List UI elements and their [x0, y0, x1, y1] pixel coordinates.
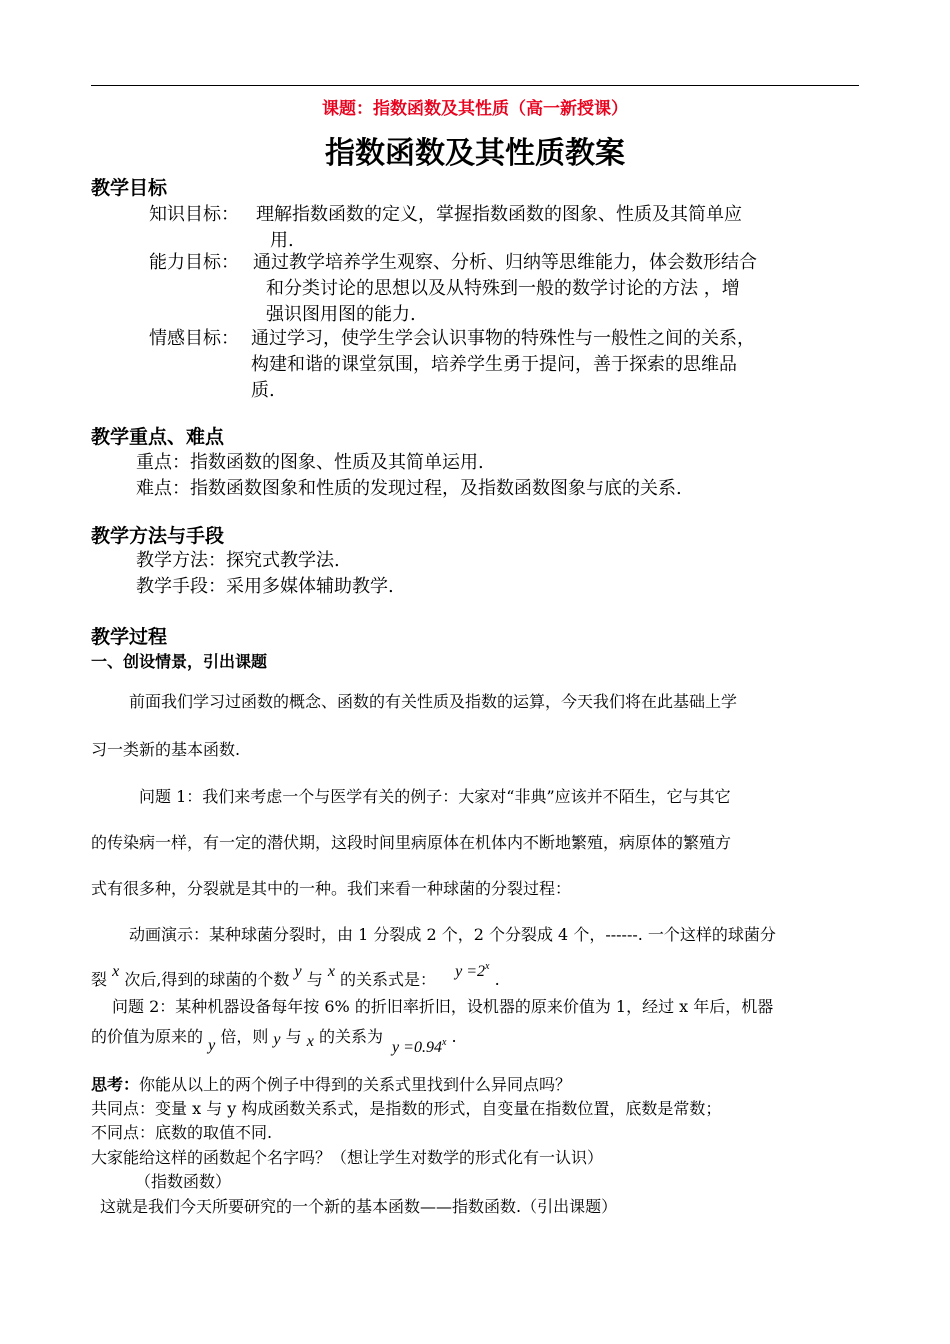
variable-y: y: [294, 963, 302, 980]
variable-y: y: [208, 1037, 216, 1054]
formula-base: y =2: [455, 963, 486, 980]
ability-text-cont: 和分类讨论的思想以及从特殊到一般的数学讨论的方法 ，增: [266, 278, 740, 299]
variable-y: y: [273, 1031, 281, 1048]
emotion-text: 通过学习，使学生学会认识事物的特殊性与一般性之间的关系，: [251, 328, 755, 349]
formula-exponent: x: [485, 961, 490, 972]
text-segment: 的关系式是：: [340, 970, 437, 989]
ability-text-cont2: 强识图用图的能力.: [266, 304, 416, 325]
formula-base: y =0.94: [392, 1039, 442, 1056]
question1-line1: 问题 1：我们来考虑一个与医学有关的例子：大家对“非典”应该并不陌生，它与其它: [139, 787, 731, 806]
think-text: 你能从以上的两个例子中得到的关系式里找到什么异同点吗？: [139, 1075, 572, 1094]
variable-x: x: [306, 1033, 314, 1050]
lesson-subject: 课题：指数函数及其性质（高一新授课）: [322, 99, 628, 119]
ability-text: 通过教学培养学生观察、分析、归纳等思维能力，体会数形结合: [253, 252, 757, 273]
text-segment: 的价值为原来的: [91, 1027, 204, 1046]
key-point: 重点：指数函数的图象、性质及其简单运用.: [136, 452, 484, 473]
text-segment: 与: [306, 970, 323, 989]
methods-heading: 教学方法与手段: [91, 525, 225, 547]
emotion-text-cont: 构建和谐的课堂氛围，培养学生勇于提问，善于探索的思维品: [251, 354, 737, 375]
question2-line2: [91, 1024, 457, 1056]
formula-y-2x: [455, 963, 489, 980]
process-heading: 教学过程: [91, 626, 168, 648]
page-title: 指数函数及其性质教案: [325, 136, 625, 171]
difficult-point: 难点：指数函数图象和性质的发现过程，及指数函数图象与底的关系.: [136, 478, 682, 499]
text-segment: .: [494, 970, 500, 989]
variable-x: x: [112, 963, 120, 980]
formula-y-094x: [392, 1039, 446, 1056]
difference-point: 不同点：底数的取值不同.: [91, 1123, 273, 1142]
knowledge-text: 理解指数函数的定义，掌握指数函数的图象、性质及其简单应: [256, 204, 742, 225]
question1-line3: 式有很多种，分裂就是其中的一种。我们来看一种球菌的分裂过程：: [91, 879, 572, 898]
common-point: 共同点：变量 x 与 y 构成函数关系式，是指数的形式，自变量在指数位置，底数是常数；: [91, 1099, 722, 1118]
emotion-label: 情感目标：: [149, 328, 239, 349]
section-heading: 一、创设情景，引出课题: [91, 652, 268, 671]
ability-label: 能力目标：: [149, 252, 239, 273]
question1-line2: 的传染病一样，有一定的潜伏期，这段时间里病原体在机体内不断地繁殖，病原体的繁殖方: [91, 833, 732, 852]
intro-paragraph: 前面我们学习过函数的概念、函数的有关性质及指数的运算，今天我们将在此基础上学: [129, 692, 738, 711]
text-segment: 与: [285, 1027, 302, 1046]
text-segment: 倍，则: [220, 1027, 269, 1046]
keypoints-heading: 教学重点、难点: [91, 426, 225, 448]
variable-x: x: [327, 963, 335, 980]
knowledge-label: 知识目标：: [149, 204, 239, 225]
think-label: 思考：: [91, 1075, 140, 1094]
naming-answer: （指数函数）: [135, 1172, 232, 1191]
formula-exponent: x: [441, 1037, 447, 1048]
animation-line1: 动画演示：某种球菌分裂时，由 1 分裂成 2 个，2 个分裂成 4 个，------. 一个这样的球菌分: [129, 925, 776, 944]
conclusion-line: 这就是我们今天所要研究的一个新的基本函数——指数函数.（引出课题）: [100, 1197, 618, 1216]
animation-line2: [91, 961, 500, 990]
think-question: [91, 1072, 571, 1095]
header-rule: [91, 85, 859, 86]
teaching-method: 教学方法：探究式教学法.: [136, 550, 340, 571]
text-segment: 次后,得到的球菌的个数: [124, 970, 290, 989]
text-segment: 裂: [91, 970, 108, 989]
text-segment: 的关系为: [318, 1027, 383, 1046]
question2-line1: 问题 2：某种机器设备每年按 6% 的折旧率折旧，设机器的原来价值为 1，经过 x 年后，机器: [112, 997, 774, 1016]
text-segment: .: [451, 1027, 457, 1046]
naming-question: 大家能给这样的函数起个名字吗？（想让学生对数学的形式化有一认识）: [91, 1148, 604, 1167]
objectives-heading: 教学目标: [91, 177, 168, 199]
intro-paragraph-cont: 习一类新的基本函数.: [91, 740, 241, 759]
teaching-means: 教学手段：采用多媒体辅助教学.: [136, 576, 394, 597]
emotion-text-cont2: 质.: [251, 380, 275, 401]
knowledge-text-cont: 用.: [270, 230, 294, 251]
